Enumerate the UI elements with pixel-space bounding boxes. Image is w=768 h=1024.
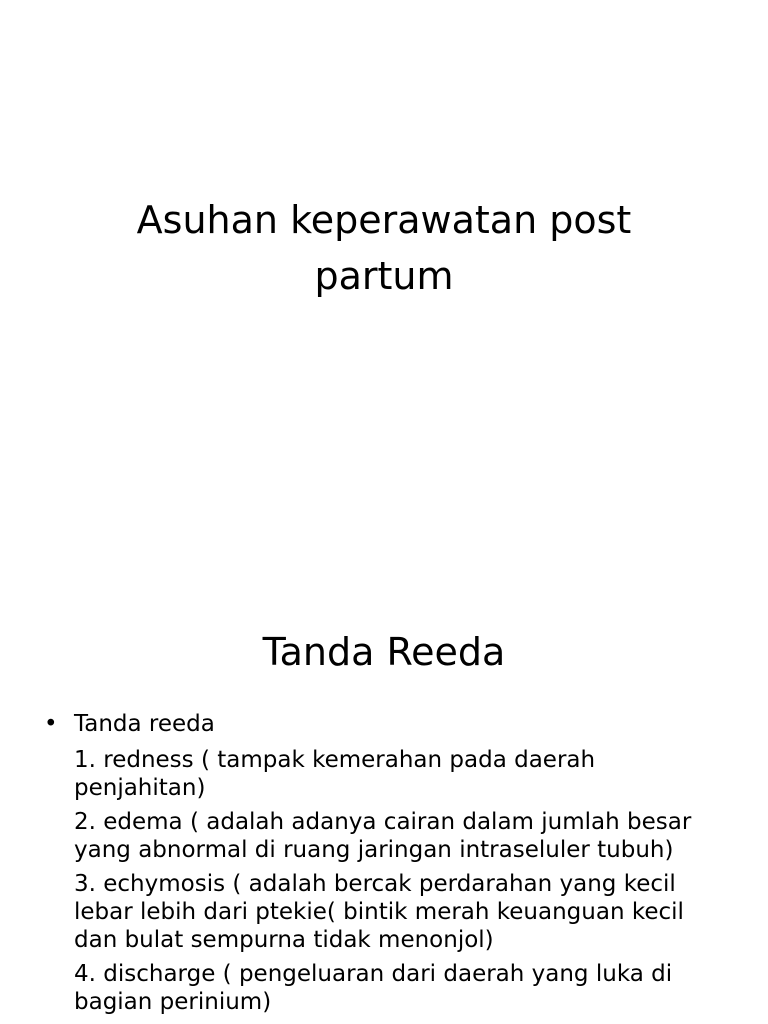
slide-title: [0, 192, 768, 304]
list-item-edema: 2. edema ( adalah adanya cairan dalam jumlah besar yang abnormal di ruang jaringan intraseluler tubuh): [74, 809, 692, 863]
content-slide-title: Tanda Reeda: [262, 630, 506, 674]
bullet-text: Tanda reeda: [74, 711, 215, 737]
list-item-echymosis: 3. echymosis ( adalah bercak perdarahan yang kecil lebar lebih dari ptekie( bintik merah keuanguan kecil dan bulat sempurna tidak menonjol): [74, 871, 684, 953]
bullet-dot-icon: •: [44, 711, 58, 737]
list-item-discharge: 4. discharge ( pengeluaran dari daerah yang luka di bagian perinium): [74, 961, 673, 1015]
slide-title-line-2: partum: [314, 254, 454, 298]
list-item-redness: 1. redness ( tampak kemerahan pada daerah penjahitan): [74, 747, 596, 801]
bullet-item: [40, 710, 720, 738]
content-slide: [0, 576, 768, 1024]
content-body: [40, 710, 720, 1022]
slide-title-line-1: Asuhan keperawatan post: [136, 198, 632, 242]
